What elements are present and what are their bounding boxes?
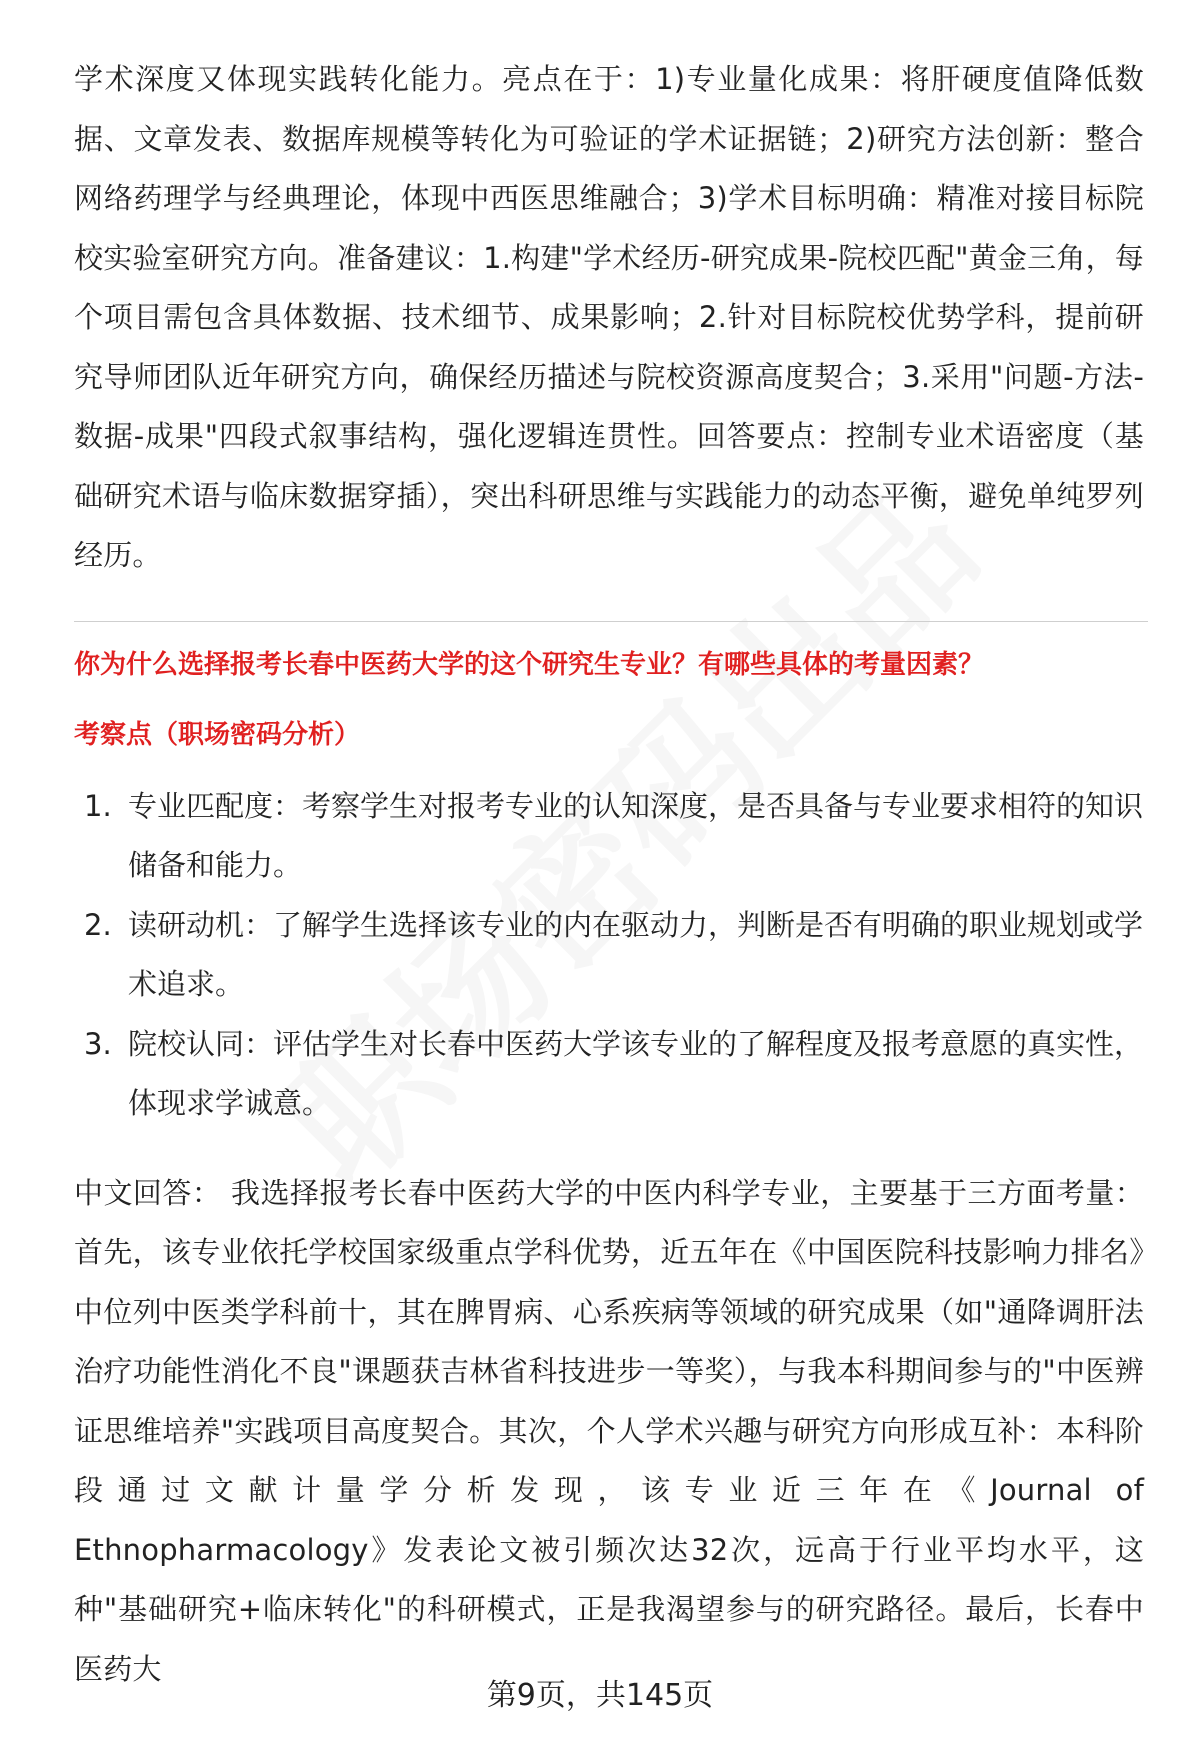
list-item [74,896,1144,1015]
list-item-text: 院校认同：评估学生对长春中医药大学该专业的了解程度及报考意愿的真实性，体现求学诚意。 [128,1026,1144,1120]
page-footer: 第9页，共145页 [486,1678,714,1713]
intro-paragraph: 学术深度又体现实践转化能力。亮点在于：1)专业量化成果：将肝硬度值降低数据、文章发表、数据库规模等转化为可验证的学术证据链；2)研究方法创新：整合网络药理学与经典理论，体现中西医思维融合；3)学术目标明确：精准对接目标院校实验室研究方向。准备建议：1.构建"学术经历-研究成果-院校匹配"黄金三角，每个项目需包含具体数据、技术细节、成果影响；2.针对目标院校优势学科，提前研究导师团队近年研究方向，确保经历描述与院校资源高度契合；3.采用"问题-方法-数据-成果"四段式叙事结构，强化逻辑连贯性。回答要点：控制专业术语密度（基础研究术语与临床数据穿插），突出科研思维与实践能力的动态平衡，避免单纯罗列经历。 [74,62,1144,572]
list-item-text: 专业匹配度：考察学生对报考专业的认知深度，是否具备与专业要求相符的知识储备和能力。 [128,788,1144,882]
assessment-points-list [74,777,1144,1134]
list-item [74,1015,1144,1134]
list-item-text: 读研动机：了解学生选择该专业的内在驱动力，判断是否有明确的职业规划或学术追求。 [128,907,1144,1001]
list-item [74,777,1144,896]
document-page [74,50,1144,1699]
section-divider [74,621,1148,622]
list-item-number: 2. [84,907,112,942]
answer-paragraph: 中文回答： 我选择报考长春中医药大学的中医内科学专业，主要基于三方面考量：首先，该专业依托学校国家级重点学科优势，近五年在《中国医院科技影响力排名》中位列中医类学科前十，其在脾胃病、心系疾病等领域的研究成果（如"通降调肝法治疗功能性消化不良"课题获吉林省科技进步一等奖），与我本科期间参与的"中医辨证思维培养"实践项目高度契合。其次，个人学术兴趣与研究方向形成互补：本科阶段通过文献计量学分析发现，该专业近三年在《Journal of Ethnopharmacology》发表论文被引频次达32次，远高于行业平均水平，这种"基础研究+临床转化"的科研模式，正是我渴望参与的研究路径。最后，长春中医药大 [74,1175,1144,1686]
question-heading: 你为什么选择报考长春中医药大学的这个研究生专业？有哪些具体的考量因素？ [74,649,985,680]
list-item-number: 1. [84,788,112,823]
section-title: 考察点（职场密码分析） [74,719,361,750]
list-item-number: 3. [84,1026,112,1061]
